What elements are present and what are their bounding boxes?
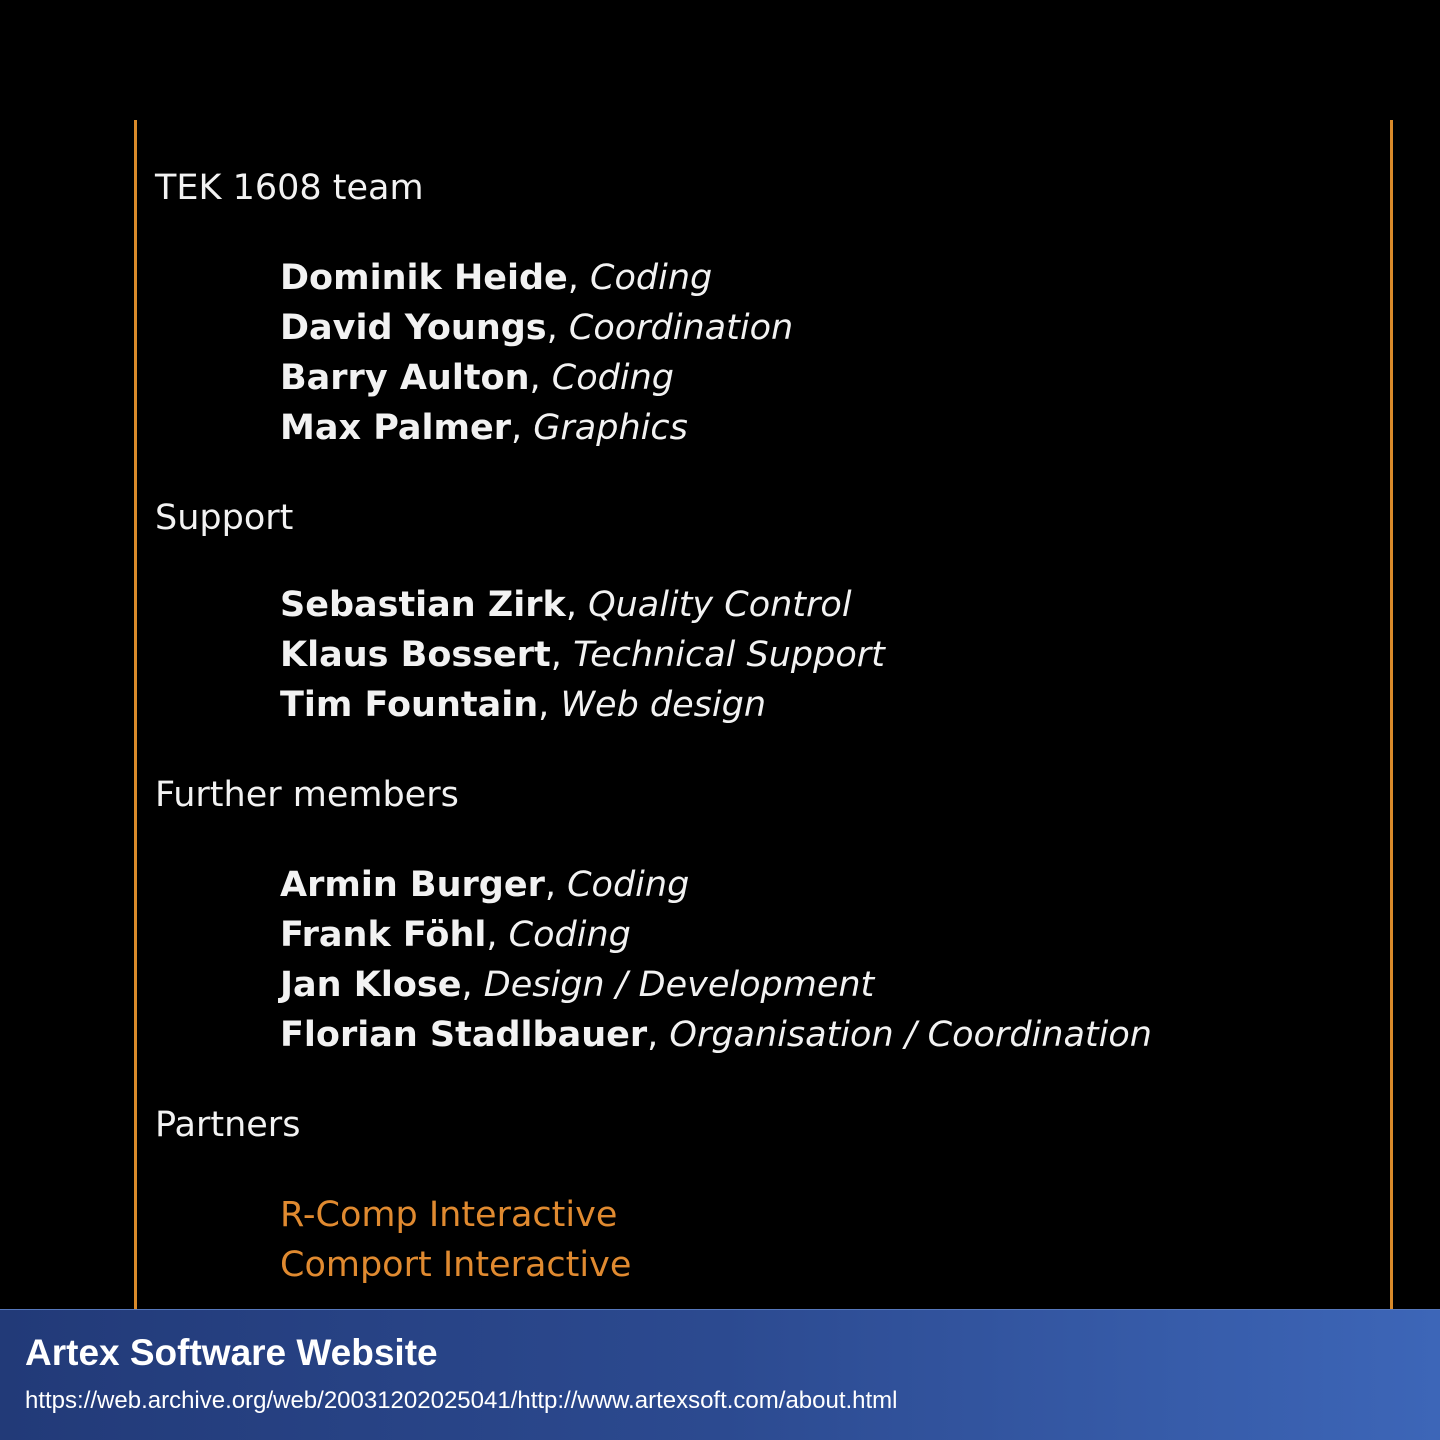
list-item: Barry Aulton, Coding (280, 358, 674, 398)
list-item: Klaus Bossert, Technical Support (280, 635, 885, 675)
member-role: Web design (560, 685, 767, 725)
partner-list (280, 1190, 631, 1290)
section-heading-partners: Partners (155, 1105, 301, 1145)
member-role: Coordination (568, 308, 794, 348)
section-heading-support: Support (155, 498, 294, 538)
list-item: Dominik Heide, Coding (280, 258, 713, 298)
member-name: David Youngs (280, 308, 547, 348)
list-item: Florian Stadlbauer, Organisation / Coordination (280, 1015, 1152, 1055)
caption-footer (0, 1309, 1440, 1440)
member-role: Technical Support (573, 635, 885, 675)
support-member-list (280, 580, 885, 730)
member-role: Coding (590, 258, 713, 298)
further-member-list (280, 860, 1152, 1060)
member-role: Design / Development (483, 965, 875, 1005)
member-role: Organisation / Coordination (669, 1015, 1152, 1055)
partner-link-comport[interactable]: Comport Interactive (280, 1245, 632, 1285)
section-heading-team: TEK 1608 team (155, 168, 424, 208)
member-role: Graphics (533, 408, 688, 448)
member-name: Armin Burger (280, 865, 545, 905)
list-item: Sebastian Zirk, Quality Control (280, 585, 852, 625)
member-name: Sebastian Zirk (280, 585, 566, 625)
about-content-box (134, 120, 1393, 1310)
list-item: Armin Burger, Coding (280, 865, 690, 905)
list-item: Tim Fountain, Web design (280, 685, 767, 725)
footer-url: https://web.archive.org/web/20031202025041/http://www.artexsoft.com/about.html (25, 1387, 898, 1414)
member-name: Frank Föhl (280, 915, 487, 955)
member-name: Tim Fountain (280, 685, 539, 725)
member-name: Florian Stadlbauer (280, 1015, 648, 1055)
list-item: Max Palmer, Graphics (280, 408, 688, 448)
member-name: Barry Aulton (280, 358, 530, 398)
member-role: Coding (508, 915, 631, 955)
section-heading-further-members: Further members (155, 775, 459, 815)
member-role: Quality Control (588, 585, 852, 625)
member-name: Max Palmer (280, 408, 512, 448)
member-role: Coding (551, 358, 674, 398)
team-member-list (280, 253, 793, 453)
list-item: David Youngs, Coordination (280, 308, 794, 348)
member-name: Jan Klose (280, 965, 462, 1005)
partner-link-r-comp[interactable]: R-Comp Interactive (280, 1195, 618, 1235)
member-name: Klaus Bossert (280, 635, 551, 675)
footer-title: Artex Software Website (25, 1332, 438, 1373)
list-item: Frank Föhl, Coding (280, 915, 631, 955)
member-name: Dominik Heide (280, 258, 568, 298)
member-role: Coding (567, 865, 690, 905)
list-item: Jan Klose, Design / Development (280, 965, 875, 1005)
